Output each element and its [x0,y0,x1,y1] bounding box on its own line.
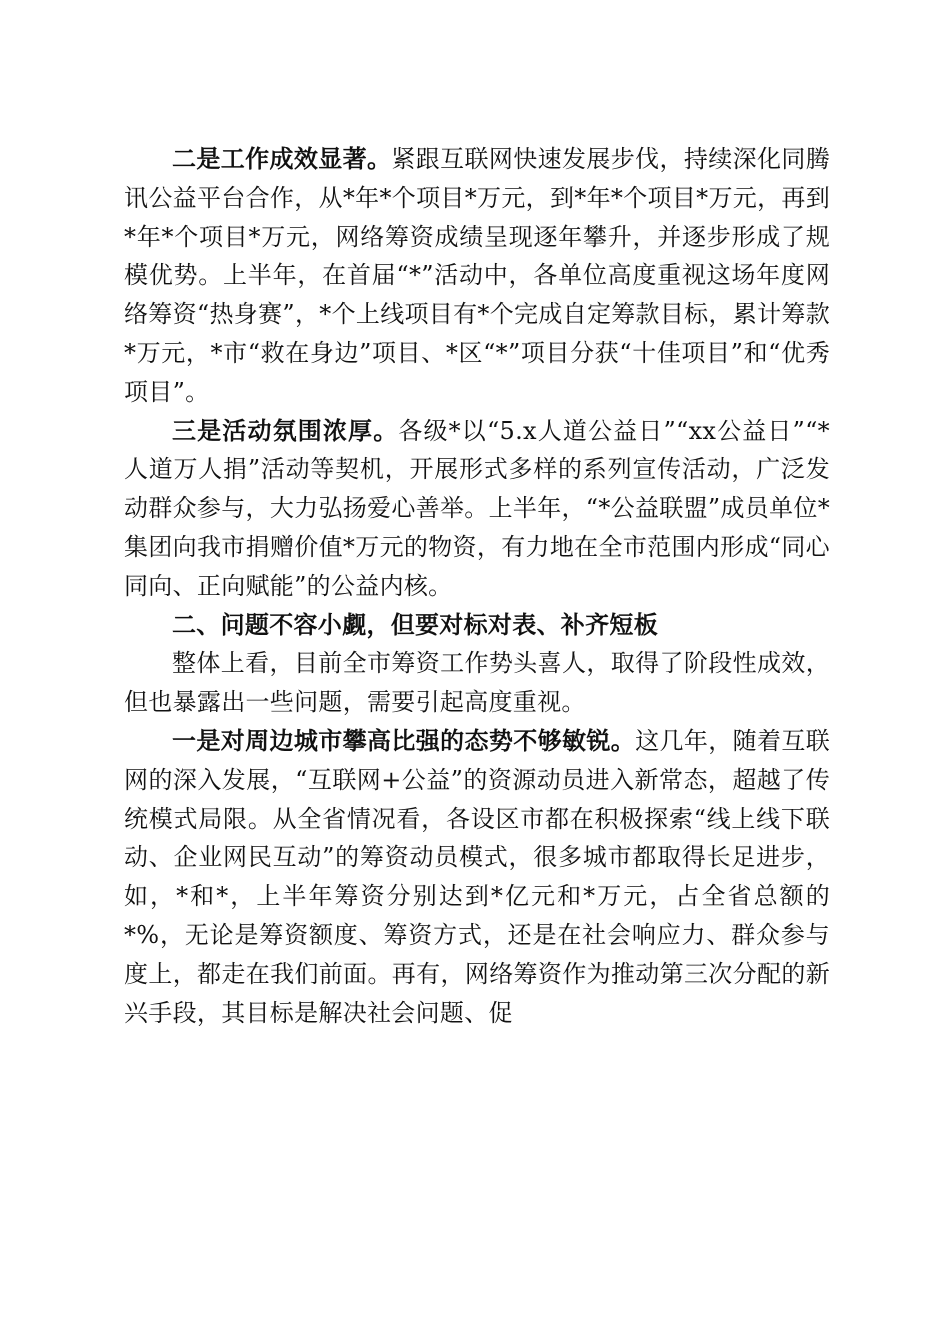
paragraph-point-one [124,722,830,1032]
paragraph-lead: 一是对周边城市攀高比强的态势不够敏锐。 [172,725,636,755]
document-page [124,140,830,1032]
section-heading: 二、问题不容小觑，但要对标对表、补齐短板 [172,610,658,639]
paragraph-intro: 整体上看，目前全市筹资工作势头喜人，取得了阶段性成效，但也暴露出一些问题，需要引起高度重视。 [124,649,830,717]
paragraph-activity-atmosphere [124,412,830,606]
paragraph-lead: 二是工作成效显著。 [172,144,392,173]
paragraph-body: 各级*以“5.x人道公益日”“xx公益日”“*人道万人捐”活动等契机，开展形式多样的系列宣传活动，广泛发动群众参与，大力弘扬爱心善举。上半年，“*公益联盟”成员单位*集团向我市捐赠价值*万元的物资，有力地在全市范围内形成“同心同向、正向赋能”的公益内核。 [124,416,830,600]
paragraph-work-results [124,140,830,412]
paragraph-body: 紧跟互联网快速发展步伐，持续深化同腾讯公益平台合作，从*年*个项目*万元，到*年*个项目*万元，再到*年*个项目*万元，网络筹资成绩呈现逐年攀升，并逐步形成了规模优势。上半年，在首届“*”活动中，各单位高度重视这场年度网络筹资“热身赛”，*个上线项目有*个完成自定筹款目标，累计筹款*万元，*市“救在身边”项目、*区“*”项目分获“十佳项目”和“优秀项目”。 [124,145,830,406]
paragraph-lead: 三是活动氛围浓厚。 [172,415,399,445]
paragraph-body: 这几年，随着互联网的深入发展，“互联网+公益”的资源动员进入新常态，超越了传统模式局限。从全省情况看，各设区市都在积极探索“线上线下联动、企业网民互动”的筹资动员模式，很多城市都取得长足进步，如，*和*，上半年筹资分别达到*亿元和*万元，占全省总额的*%，无论是筹资额度、筹资方式，还是在社会响应力、群众参与度上，都走在我们前面。再有，网络筹资作为推动第三次分配的新兴手段，其目标是解决社会问题、促 [124,726,831,1027]
